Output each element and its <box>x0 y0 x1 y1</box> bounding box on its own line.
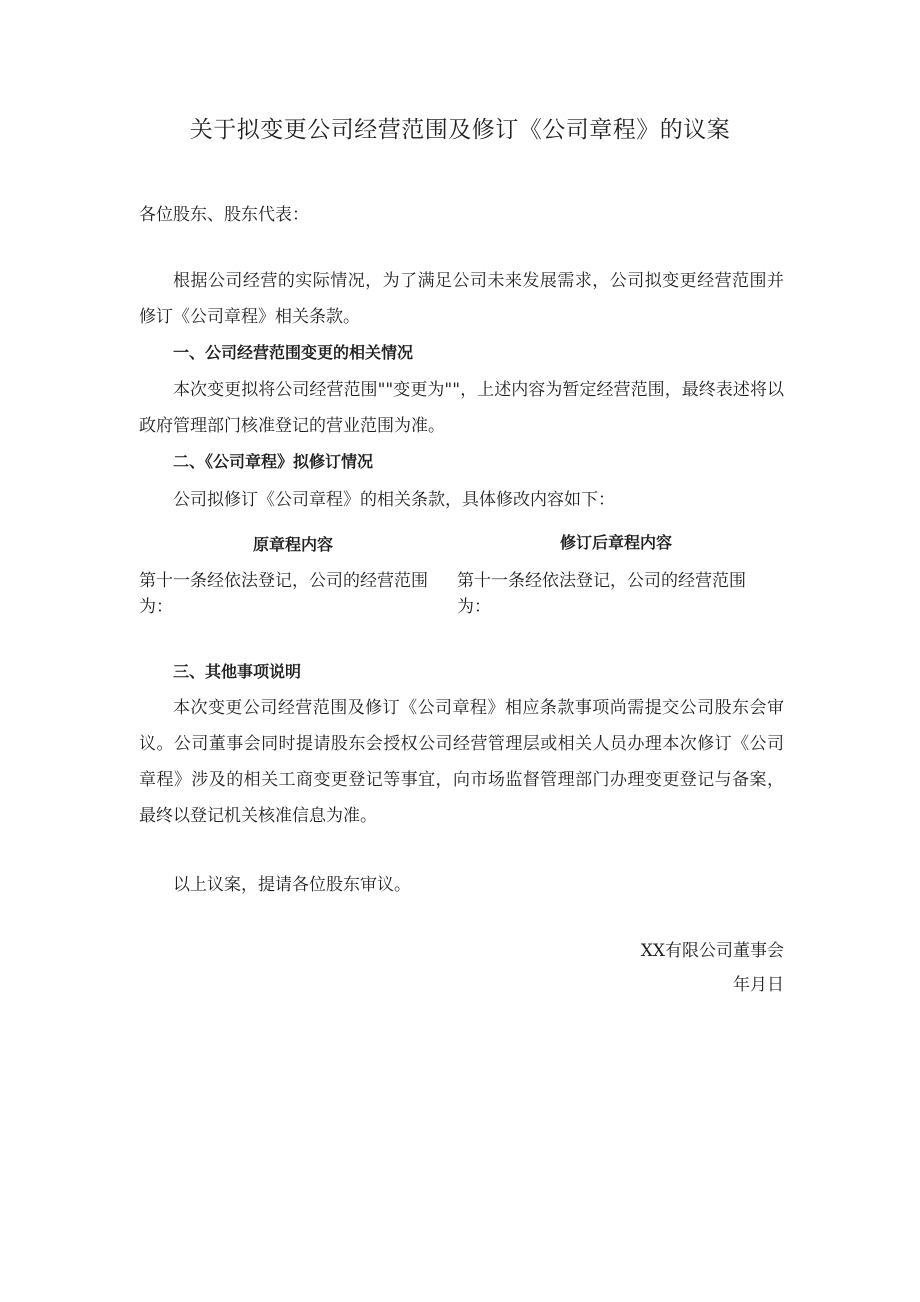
section3-body: 本次变更公司经营范围及修订《公司章程》相应条款事项尚需提交公司股东会审议。公司董事会同时提请股东会授权公司经营管理层或相关人员办理本次修订《公司章程》涉及的相关工商变更登记等事宜，向市场监督管理部门办理变更登记与备案，最终以登记机关核准信息为准。 <box>139 698 784 826</box>
section1-body: 本次变更拟将公司经营范围""变更为""，上述内容为暂定经营范围，最终表述将以政府管理部门核准登记的营业范围为准。 <box>139 380 784 436</box>
salutation: 各位股东、股东代表： <box>139 205 309 225</box>
table-header-original: 原章程内容 <box>253 535 334 554</box>
intro-paragraph: 根据公司经营的实际情况，为了满足公司未来发展需求，公司拟变更经营范围并修订《公司章程》相关条款。 <box>139 271 784 327</box>
section1-heading: 一、公司经营范围变更的相关情况 <box>173 343 414 362</box>
table-cell-revised: 第十一条经依法登记，公司的经营范围为： <box>457 571 746 617</box>
closing-paragraph: 以上议案，提请各位股东审议。 <box>173 875 411 895</box>
section2-heading: 二、《公司章程》拟修订情况 <box>173 452 374 471</box>
section2-body: 公司拟修订《公司章程》的相关条款，具体修改内容如下： <box>173 490 615 510</box>
section3-heading: 三、其他事项说明 <box>173 662 302 681</box>
table-cell-original: 第十一条经依法登记，公司的经营范围为： <box>139 571 428 617</box>
signature-org: XX有限公司董事会 <box>640 941 784 961</box>
signature-date: 年月日 <box>733 975 784 995</box>
document-title: 关于拟变更公司经营范围及修订《公司章程》的议案 <box>189 117 731 143</box>
table-header-revised: 修订后章程内容 <box>560 533 673 552</box>
